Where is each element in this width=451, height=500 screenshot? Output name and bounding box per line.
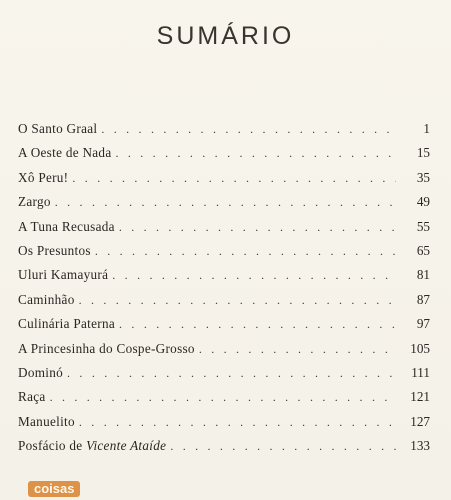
toc-page-number: 87 [416, 291, 430, 307]
toc-page-number: 111 [411, 364, 430, 380]
toc-entry [18, 361, 430, 385]
toc-entry [18, 239, 430, 263]
dot-leader [112, 263, 396, 287]
toc-entry-title: A Princesinha do Cospe-Grosso [18, 340, 195, 356]
dot-leader [101, 117, 396, 141]
dot-leader [79, 410, 396, 434]
toc-entry-title: Uluri Kamayurá [18, 267, 109, 283]
page-title: SUMÁRIO [156, 22, 295, 50]
toc-entry-title: Culinária Paterna [18, 316, 116, 332]
toc-page-number: 1 [423, 121, 430, 136]
toc-page-number: 35 [416, 169, 430, 185]
toc-entry-title: Os Presuntos [18, 242, 91, 258]
toc-page-number: 121 [410, 389, 430, 405]
toc-entry-title: A Tuna Recusada [18, 218, 115, 234]
toc-entry [18, 337, 430, 361]
toc-page-number: 55 [416, 218, 430, 234]
toc-entry-title: O Santo Graal [18, 121, 98, 136]
toc-entry [18, 117, 430, 141]
dot-leader [50, 385, 396, 409]
toc-entry [18, 141, 430, 165]
toc-entry [18, 410, 430, 434]
dot-leader [95, 239, 396, 263]
dot-leader [72, 166, 396, 190]
toc-page-number: 15 [416, 145, 430, 161]
dot-leader [199, 337, 396, 361]
toc-entry-title: Xô Peru! [18, 169, 69, 185]
dot-leader [119, 312, 396, 336]
toc-entry-title: Raça [18, 389, 46, 405]
dot-leader [170, 434, 396, 458]
toc-entry [18, 434, 430, 458]
toc-page-number: 97 [416, 316, 430, 332]
toc-page-number: 49 [416, 194, 430, 210]
toc-page-number: 133 [410, 438, 430, 454]
toc-entry [18, 166, 430, 190]
toc-entry [18, 263, 430, 287]
toc-entry [18, 190, 430, 214]
toc-entry-title: Zargo [18, 194, 51, 210]
toc-entry [18, 288, 430, 312]
toc-page-number: 65 [416, 242, 430, 258]
toc-entry [18, 215, 430, 239]
toc-page-number: 127 [410, 413, 430, 429]
toc-entry-title: Manuelito [18, 413, 75, 429]
dot-leader [55, 190, 396, 214]
toc-page-number: 105 [410, 340, 430, 356]
toc-entry-title: Posfácio de Vicente Ataíde [18, 438, 167, 454]
toc-page-number: 81 [416, 267, 430, 283]
dot-leader [119, 215, 396, 239]
table-of-contents [18, 117, 430, 458]
dot-leader [67, 361, 396, 385]
dot-leader [115, 141, 396, 165]
toc-entry-title: A Oeste de Nada [18, 145, 112, 161]
toc-entry [18, 385, 430, 409]
watermark-logo: coisas [28, 481, 80, 497]
dot-leader [79, 288, 396, 312]
toc-entry [18, 312, 430, 336]
toc-entry-title: Caminhão [18, 291, 75, 307]
toc-entry-title: Dominó [18, 364, 64, 380]
